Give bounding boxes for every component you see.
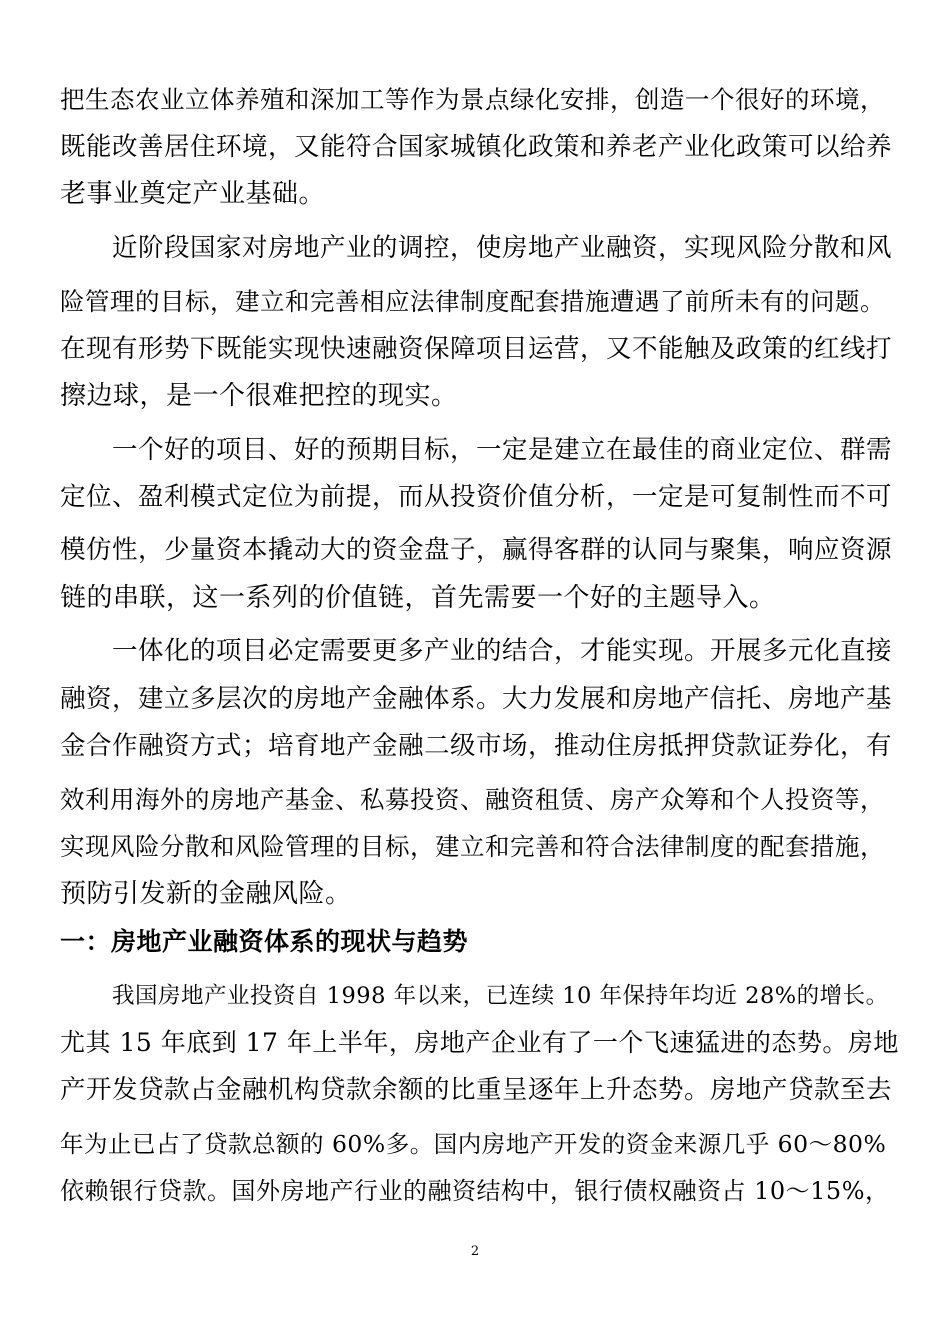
paragraph-line: 既能改善居住环境，又能符合国家城镇化政策和养老产业化政策可以给养	[60, 132, 893, 162]
paragraph-line: 一个好的项目、好的预期目标，一定是建立在最佳的商业定位、群需	[112, 435, 893, 465]
paragraph-line: 年为止已占了贷款总额的 60%多。国内房地产开发的资金来源几乎 60～80%	[60, 1130, 887, 1158]
paragraph-line: 我国房地产业投资自 1998 年以来，已连续 10 年保持年均近 28%的增长。	[112, 983, 889, 1009]
paragraph-line: 预防引发新的金融风险。	[60, 879, 352, 909]
page-number: 2	[470, 1244, 480, 1259]
paragraph-line: 效利用海外的房地产基金、私募投资、融资租赁、房产众筹和个人投资等，	[60, 785, 885, 814]
paragraph-line: 老事业奠定产业基础。	[60, 179, 326, 209]
section-heading: 一：房地产业融资体系的现状与趋势	[60, 927, 469, 956]
paragraph-line: 险管理的目标，建立和完善相应法律制度配套措施遭遇了前所未有的问题。	[60, 287, 885, 316]
paragraph-line: 尤其 15 年底到 17 年上半年，房地产企业有了一个飞速猛进的态势。房地	[60, 1028, 899, 1057]
paragraph-line: 依赖银行贷款。国外房地产行业的融资结构中，银行债权融资占 10～15%，	[60, 1177, 890, 1205]
paragraph-line: 产开发贷款占金融机构贷款余额的比重呈逐年上升态势。房地产贷款至去	[60, 1075, 893, 1105]
paragraph-line: 一体化的项目必定需要更多产业的结合，才能实现。开展多元化直接	[112, 636, 893, 666]
paragraph-line: 擦边球，是一个很难把控的现实。	[60, 381, 458, 411]
paragraph-line: 金合作融资方式；培育地产金融二级市场，推动住房抵押贷款证券化，有	[60, 731, 893, 761]
paragraph-line: 实现风险分散和风险管理的目标，建立和完善和符合法律制度的配套措施，	[60, 832, 885, 861]
paragraph-line: 近阶段国家对房地产业的调控，使房地产业融资，实现风险分散和风	[112, 233, 893, 263]
paragraph-line: 链的串联，这一系列的价值链，首先需要一个好的主题导入。	[60, 583, 776, 613]
paragraph-line: 定位、盈利模式定位为前提，而从投资价值分析，一定是可复制性而不可	[60, 482, 893, 512]
paragraph-line: 融资，建立多层次的房地产金融体系。大力发展和房地产信托、房地产基	[60, 684, 893, 714]
paragraph-line: 把生态农业立体养殖和深加工等作为景点绿化安排，创造一个很好的环境，	[60, 85, 885, 114]
paragraph-line: 模仿性，少量资本撬动大的资金盘子，赢得客群的认同与聚集，响应资源	[60, 535, 893, 565]
paragraph-line: 在现有形势下既能实现快速融资保障项目运营，又不能触及政策的红线打	[60, 334, 893, 364]
